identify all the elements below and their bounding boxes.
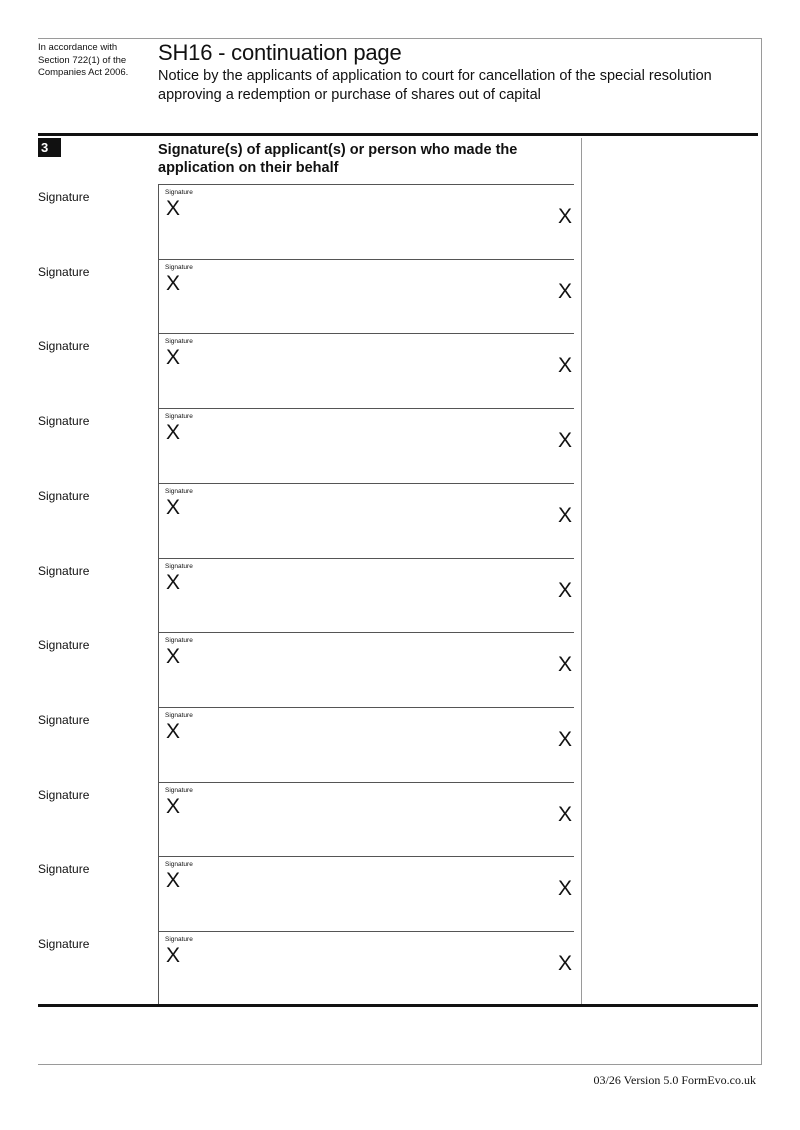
sign-here-mark: X <box>558 952 573 975</box>
signature-field-label: Signature <box>165 487 193 495</box>
legal-reference-line: In accordance with <box>38 42 118 53</box>
sign-here-mark: X <box>166 421 181 445</box>
sign-here-mark: X <box>166 794 181 818</box>
signature-field[interactable] <box>158 333 574 408</box>
sign-here-mark: X <box>166 346 181 370</box>
signature-field-label: Signature <box>165 861 193 869</box>
section-number-badge: 3 <box>38 138 61 157</box>
signature-row-label: Signature <box>38 937 90 951</box>
sign-here-mark: X <box>558 503 573 527</box>
signature-row <box>38 782 574 857</box>
signature-field-label: Signature <box>165 413 193 421</box>
section-end-divider <box>38 1004 758 1007</box>
sign-here-mark: X <box>558 279 573 303</box>
signature-row-label: Signature <box>38 862 90 877</box>
form-title: SH16 - continuation page <box>158 40 402 65</box>
signature-row-label: Signature <box>38 414 90 429</box>
sign-here-mark: X <box>166 495 181 519</box>
sign-here-mark: X <box>166 197 181 220</box>
signature-field[interactable] <box>158 931 574 1006</box>
signature-field[interactable] <box>158 632 574 707</box>
section-title: Signature(s) of applicant(s) or person who made the application on their behalf <box>158 142 518 176</box>
legal-reference-line: Section 722(1) of the <box>38 54 127 66</box>
page-right-rule <box>761 38 762 1065</box>
signature-row-label: Signature <box>38 264 90 279</box>
signature-row <box>38 259 574 334</box>
signature-field[interactable] <box>158 707 574 782</box>
margin-column-rule <box>581 138 582 1004</box>
signature-row-label: Signature <box>38 190 90 204</box>
sign-here-mark: X <box>166 719 181 743</box>
sign-here-mark: X <box>166 271 181 295</box>
signature-row-label: Signature <box>38 488 90 503</box>
section-divider <box>38 133 758 136</box>
sign-here-mark: X <box>166 570 181 594</box>
signature-row <box>38 931 574 1006</box>
signature-field-label: Signature <box>165 786 193 794</box>
form-description: Notice by the applicants of application to court for cancellation of the special resolution approving a redemption or purchase of shares out of capital <box>158 68 712 103</box>
signature-row-label: Signature <box>38 563 90 578</box>
version-footer: 03/26 Version 5.0 FormEvo.co.uk <box>593 1073 756 1087</box>
signature-field[interactable] <box>158 558 574 633</box>
signature-row-label: Signature <box>38 712 90 727</box>
signature-field[interactable] <box>158 483 574 558</box>
legal-reference-line: Companies Act 2006. <box>38 67 129 78</box>
signature-field-label: Signature <box>165 711 193 719</box>
sign-here-mark: X <box>558 429 573 453</box>
signature-row <box>38 856 574 931</box>
signature-row <box>38 333 574 408</box>
signature-field[interactable] <box>158 856 574 931</box>
signature-field-label: Signature <box>165 338 193 346</box>
signature-row-label: Signature <box>38 339 90 354</box>
sign-here-mark: X <box>558 802 573 826</box>
sign-here-mark: X <box>166 645 181 669</box>
signature-field-label: Signature <box>165 562 193 570</box>
signature-field-label: Signature <box>165 637 193 645</box>
signature-field[interactable] <box>158 782 574 857</box>
sign-here-mark: X <box>558 653 573 677</box>
signature-row <box>38 707 574 782</box>
signature-row <box>38 483 574 558</box>
sign-here-mark: X <box>558 354 573 378</box>
legal-reference <box>38 42 148 80</box>
signature-row <box>38 184 574 259</box>
signature-field-label: Signature <box>165 189 193 196</box>
signature-field-label: Signature <box>165 263 193 271</box>
signature-field-label: Signature <box>165 936 193 943</box>
sign-here-mark: X <box>558 205 573 228</box>
signature-row-label: Signature <box>38 638 90 653</box>
sign-here-mark: X <box>558 877 573 901</box>
signature-row <box>38 558 574 633</box>
header-top-rule <box>38 38 762 39</box>
signature-field[interactable] <box>158 408 574 483</box>
sign-here-mark: X <box>166 944 181 967</box>
sign-here-mark: X <box>558 578 573 602</box>
sign-here-mark: X <box>558 727 573 751</box>
signature-row <box>38 408 574 483</box>
signature-row-label: Signature <box>38 787 90 802</box>
footer-rule <box>38 1064 762 1065</box>
signature-field[interactable] <box>158 259 574 334</box>
signature-row <box>38 632 574 707</box>
sign-here-mark: X <box>166 869 181 893</box>
signature-field[interactable] <box>158 184 574 259</box>
